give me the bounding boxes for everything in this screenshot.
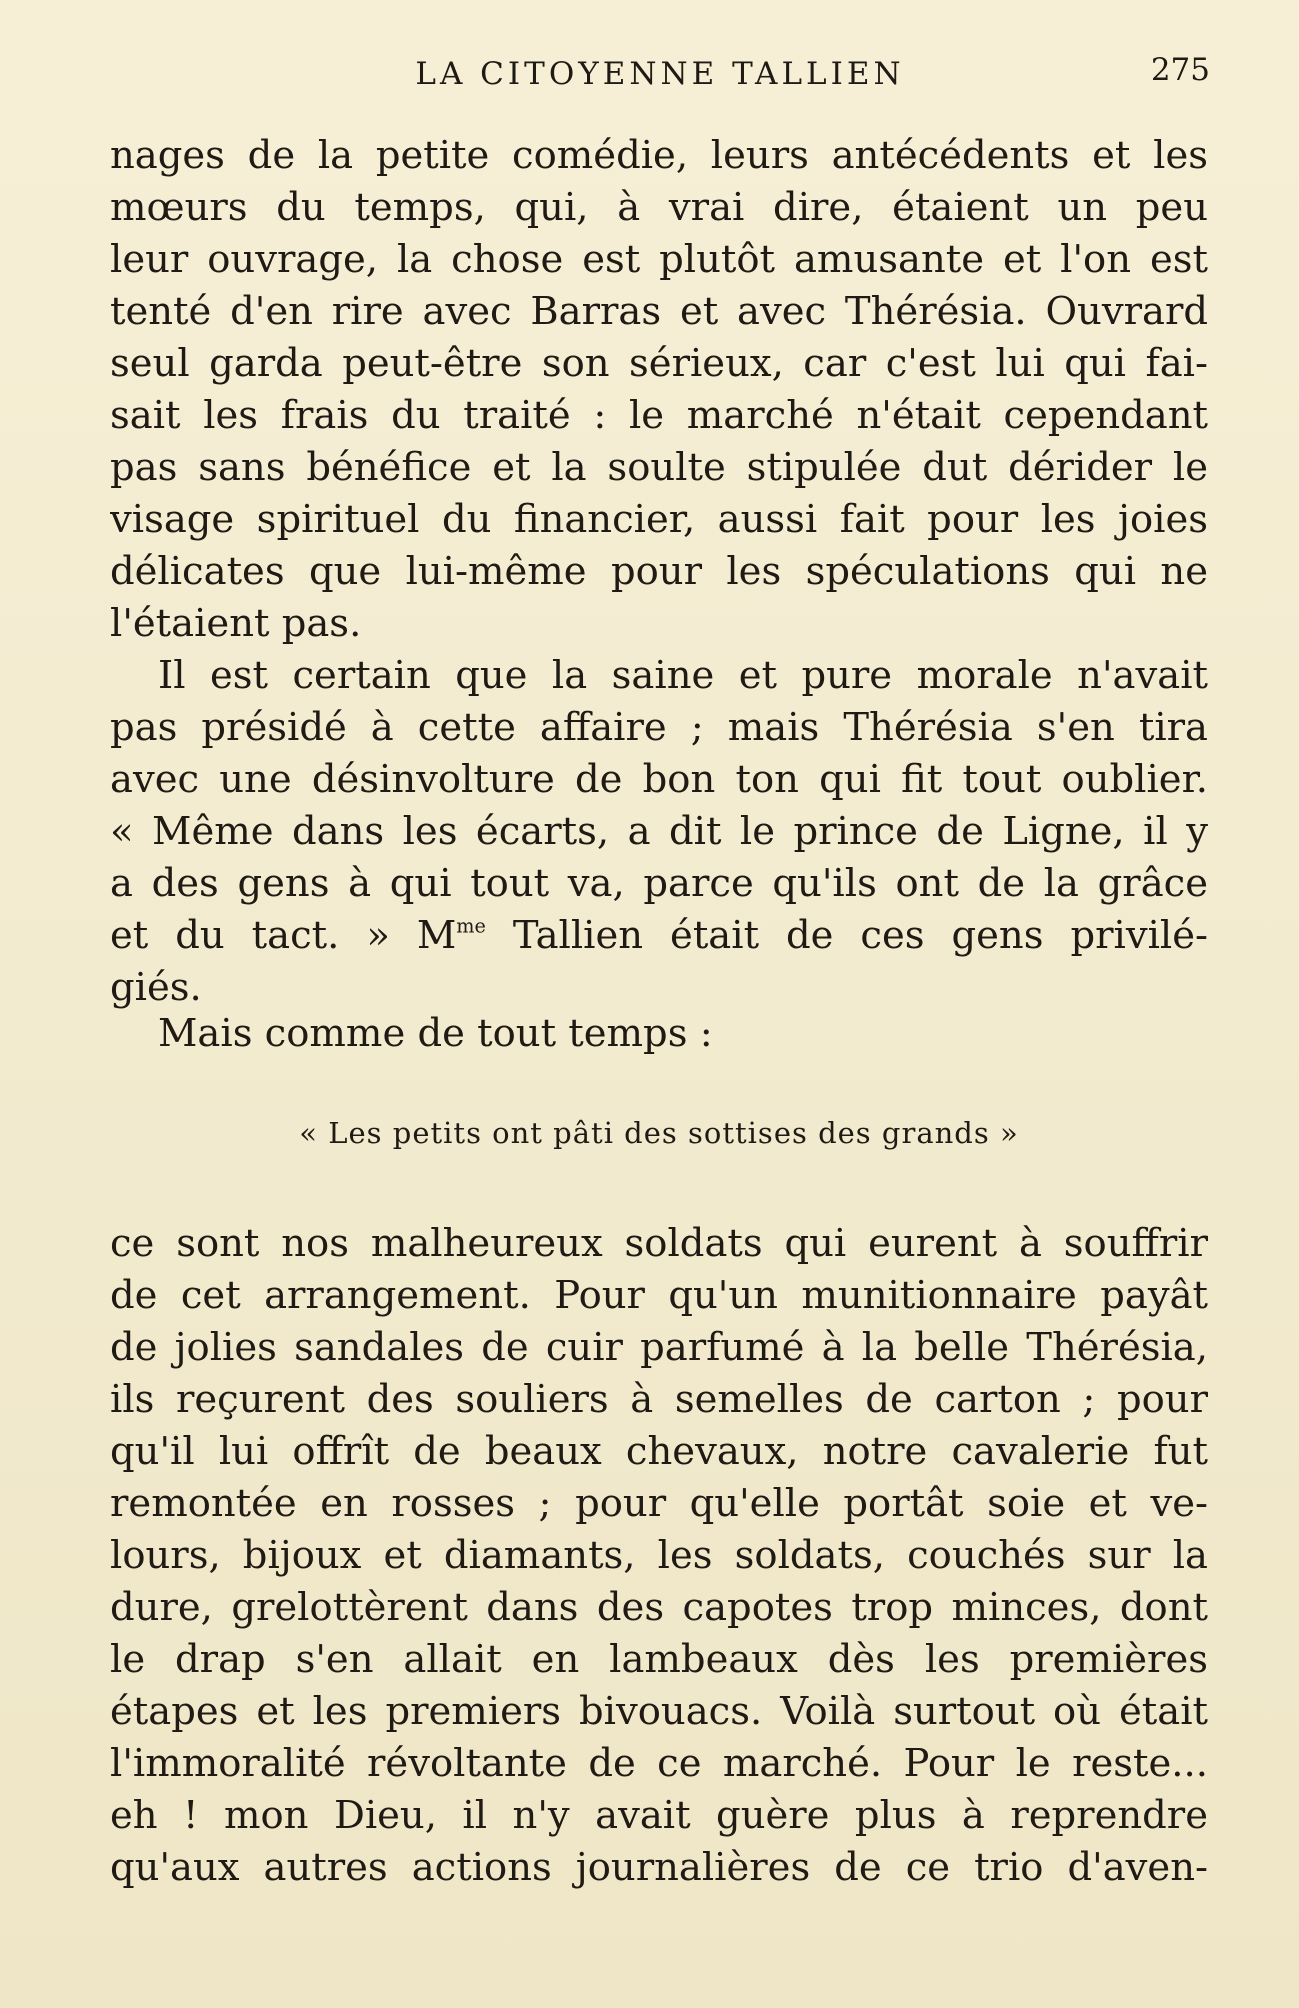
paragraph-4: [110, 1218, 1208, 1894]
text-line: Mais comme de tout temps :: [158, 1011, 713, 1056]
paragraph-3: [110, 1008, 1208, 1060]
text-line: leur ouvrage, la chose est plutôt amusante et l'on est: [110, 237, 1208, 282]
text-line: sait les frais du traité : le marché n'était cependant: [110, 393, 1208, 438]
text-line: l'étaient pas.: [110, 601, 362, 646]
text-line: tenté d'en rire avec Barras et avec Thérésia. Ouvrard: [110, 289, 1208, 334]
text-segment: et du tact. » M: [110, 913, 457, 958]
text-line: qu'aux autres actions journalières de ce trio d'aven-: [110, 1845, 1208, 1890]
running-head: [110, 52, 1210, 106]
text-line: visage spirituel du financier, aussi fait pour les joies: [110, 497, 1208, 542]
text-line: délicates que lui-même pour les spéculations qui ne: [110, 549, 1208, 594]
text-line: avec une désinvolture de bon ton qui fit tout oublier.: [110, 757, 1208, 802]
superscript: me: [456, 914, 486, 938]
text-line: mœurs du temps, qui, à vrai dire, étaient un peu: [110, 185, 1208, 230]
text-line: pas présidé à cette affaire ; mais Thérésia s'en tira: [110, 705, 1208, 750]
text-line: [110, 910, 1208, 962]
text-line: qu'il lui offrît de beaux chevaux, notre cavalerie fut: [110, 1429, 1208, 1474]
text-line: seul garda peut-être son sérieux, car c'est lui qui fai-: [110, 341, 1208, 386]
text-line: lours, bijoux et diamants, les soldats, couchés sur la: [110, 1533, 1208, 1578]
text-line: giés.: [110, 965, 202, 1010]
text-line: ils reçurent des souliers à semelles de carton ; pour: [110, 1377, 1208, 1422]
text-line: pas sans bénéfice et la soulte stipulée dut dérider le: [110, 445, 1208, 490]
text-line: de cet arrangement. Pour qu'un munitionnaire payât: [110, 1273, 1208, 1318]
text-line: nages de la petite comédie, leurs antécédents et les: [110, 133, 1208, 178]
text-line: de jolies sandales de cuir parfumé à la belle Thérésia,: [110, 1325, 1208, 1370]
text-line: « Même dans les écarts, a dit le prince de Ligne, il y: [110, 809, 1208, 854]
text-line: le drap s'en allait en lambeaux dès les premières: [110, 1637, 1208, 1682]
quotation: « Les petits ont pâti des sottises des grands »: [299, 1116, 1019, 1150]
page-number: 275: [1150, 52, 1210, 88]
text-line: étapes et les premiers bivouacs. Voilà surtout où était: [110, 1689, 1208, 1734]
text-line: l'immoralité révoltante de ce marché. Pour le reste...: [110, 1741, 1208, 1786]
text-line: a des gens à qui tout va, parce qu'ils ont de la grâce: [110, 861, 1208, 906]
running-title: LA CITOYENNE TALLIEN: [415, 56, 905, 92]
text-segment: Tallien était de ces gens privilé-: [485, 913, 1208, 958]
paragraph-1: [110, 130, 1208, 650]
text-line: dure, grelottèrent dans des capotes trop minces, dont: [110, 1585, 1208, 1630]
text-line: Il est certain que la saine et pure morale n'avait: [158, 653, 1208, 698]
text-line: eh ! mon Dieu, il n'y avait guère plus à reprendre: [110, 1793, 1208, 1838]
paragraph-2: [110, 650, 1208, 1014]
text-line: ce sont nos malheureux soldats qui eurent à souffrir: [110, 1221, 1208, 1266]
text-line: remontée en rosses ; pour qu'elle portât soie et ve-: [110, 1481, 1208, 1526]
